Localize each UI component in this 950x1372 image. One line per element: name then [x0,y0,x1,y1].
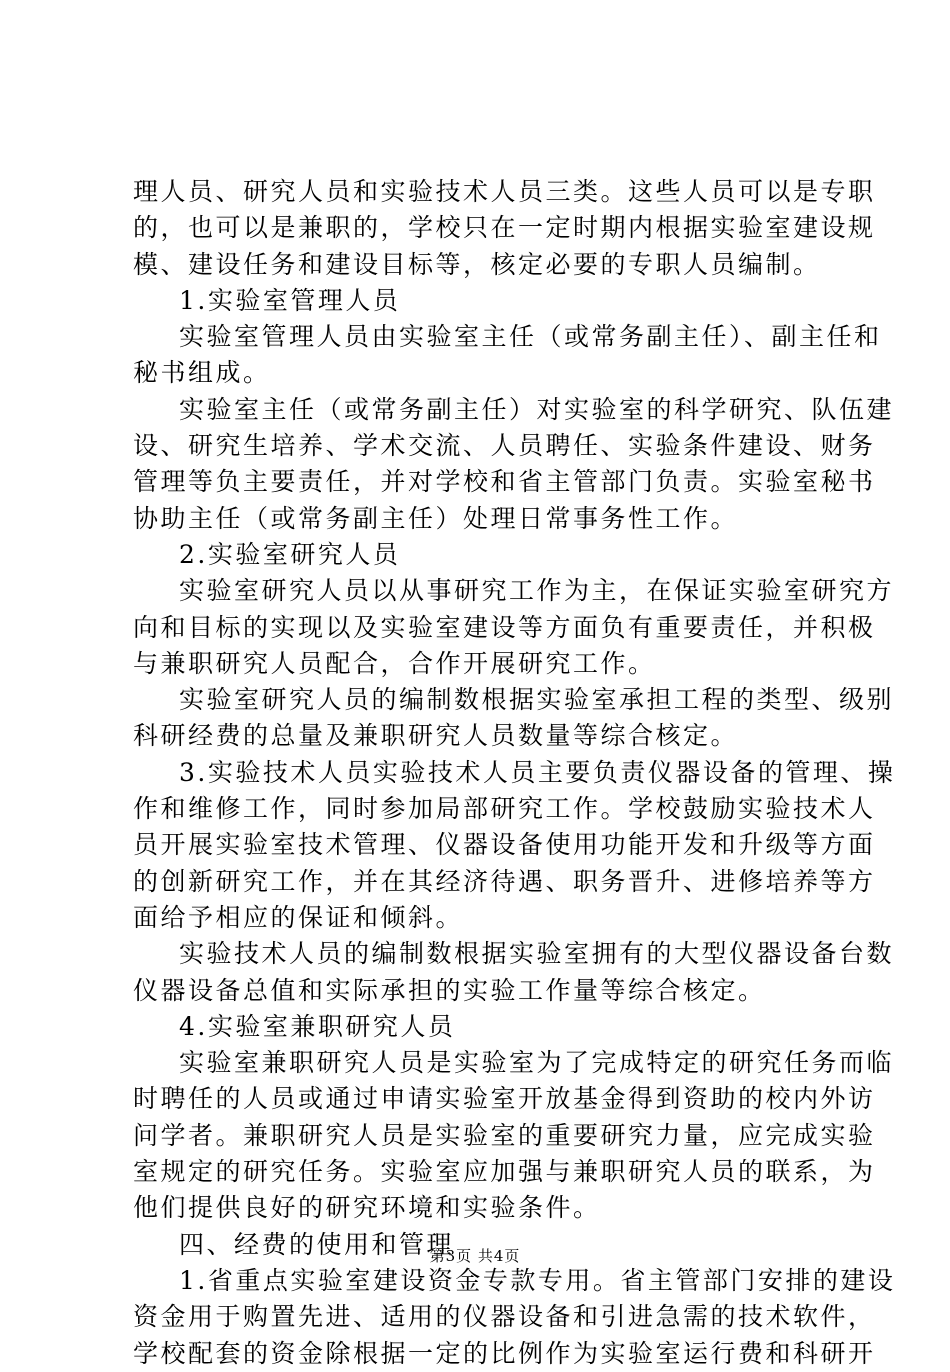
text-line: 时聘任的人员或通过申请实验室开放基金得到资助的校内外访 [133,1084,876,1114]
text-line: 实验室管理人员由实验室主任（或常务副主任）、副主任和 [179,322,882,352]
text-line: 与兼职研究人员配合，合作开展研究工作。 [133,648,656,678]
page-number: 第3页 共4页 [429,1247,521,1265]
section-heading: 1.实验室管理人员 [179,285,401,315]
text-line: 协助主任（或常务副主任）处理日常事务性工作。 [133,503,739,533]
text-line: 科研经费的总量及兼职研究人员数量等综合核定。 [133,721,739,751]
page-footer [0,1246,950,1266]
text-line: 学校配套的资金除根据一定的比例作为实验室运行费和科研开 [133,1338,876,1368]
section-heading: 2.实验室研究人员 [179,539,401,569]
text-line: 面给予相应的保证和倾斜。 [133,902,464,932]
text-line: 仪器设备总值和实际承担的实验工作量等综合核定。 [133,975,766,1005]
text-line: 1.省重点实验室建设资金专款专用。省主管部门安排的建设 [179,1265,896,1295]
text-line: 向和目标的实现以及实验室建设等方面负有重要责任，并积极 [133,612,876,642]
text-line: 的创新研究工作，并在其经济待遇、职务晋升、进修培养等方 [133,866,876,896]
text-line: 实验室研究人员以从事研究工作为主，在保证实验室研究方 [179,576,895,606]
text-line: 资金用于购置先进、适用的仪器设备和引进急需的技术软件， [133,1302,876,1332]
text-line: 他们提供良好的研究环境和实验条件。 [133,1193,601,1223]
text-line: 管理等负主要责任，并对学校和省主管部门负责。实验室秘书 [133,467,876,497]
text-line: 实验技术人员的编制数根据实验室拥有的大型仪器设备台数 [179,939,895,969]
text-line: 员开展实验室技术管理、仪器设备使用功能开发和升级等方面 [133,830,876,860]
text-line: 设、研究生培养、学术交流、人员聘任、实验条件建设、财务 [133,431,876,461]
text-line: 模、建设任务和建设目标等，核定必要的专职人员编制。 [133,249,821,279]
text-line: 的，也可以是兼职的，学校只在一定时期内根据实验室建设规 [133,213,876,243]
text-line: 实验室研究人员的编制数根据实验室承担工程的类型、级别 [179,685,895,715]
text-line: 室规定的研究任务。实验室应加强与兼职研究人员的联系，为 [133,1157,876,1187]
text-line: 作和维修工作，同时参加局部研究工作。学校鼓励实验技术人 [133,794,876,824]
text-line: 理人员、研究人员和实验技术人员三类。这些人员可以是专职 [133,177,876,206]
text-line: 实验室主任（或常务副主任）对实验室的科学研究、队伍建 [179,394,895,424]
text-line: 秘书组成。 [133,358,271,388]
text-line: 实验室兼职研究人员是实验室为了完成特定的研究任务而临 [179,1048,895,1078]
text-line: 问学者。兼职研究人员是实验室的重要研究力量，应完成实验 [133,1120,876,1150]
text-line: 3.实验技术人员实验技术人员主要负责仪器设备的管理、操 [179,757,896,787]
document-body [133,174,896,1372]
section-heading: 4.实验室兼职研究人员 [179,1011,456,1041]
section-heading: 四、经费的使用和管理 [179,1229,455,1259]
